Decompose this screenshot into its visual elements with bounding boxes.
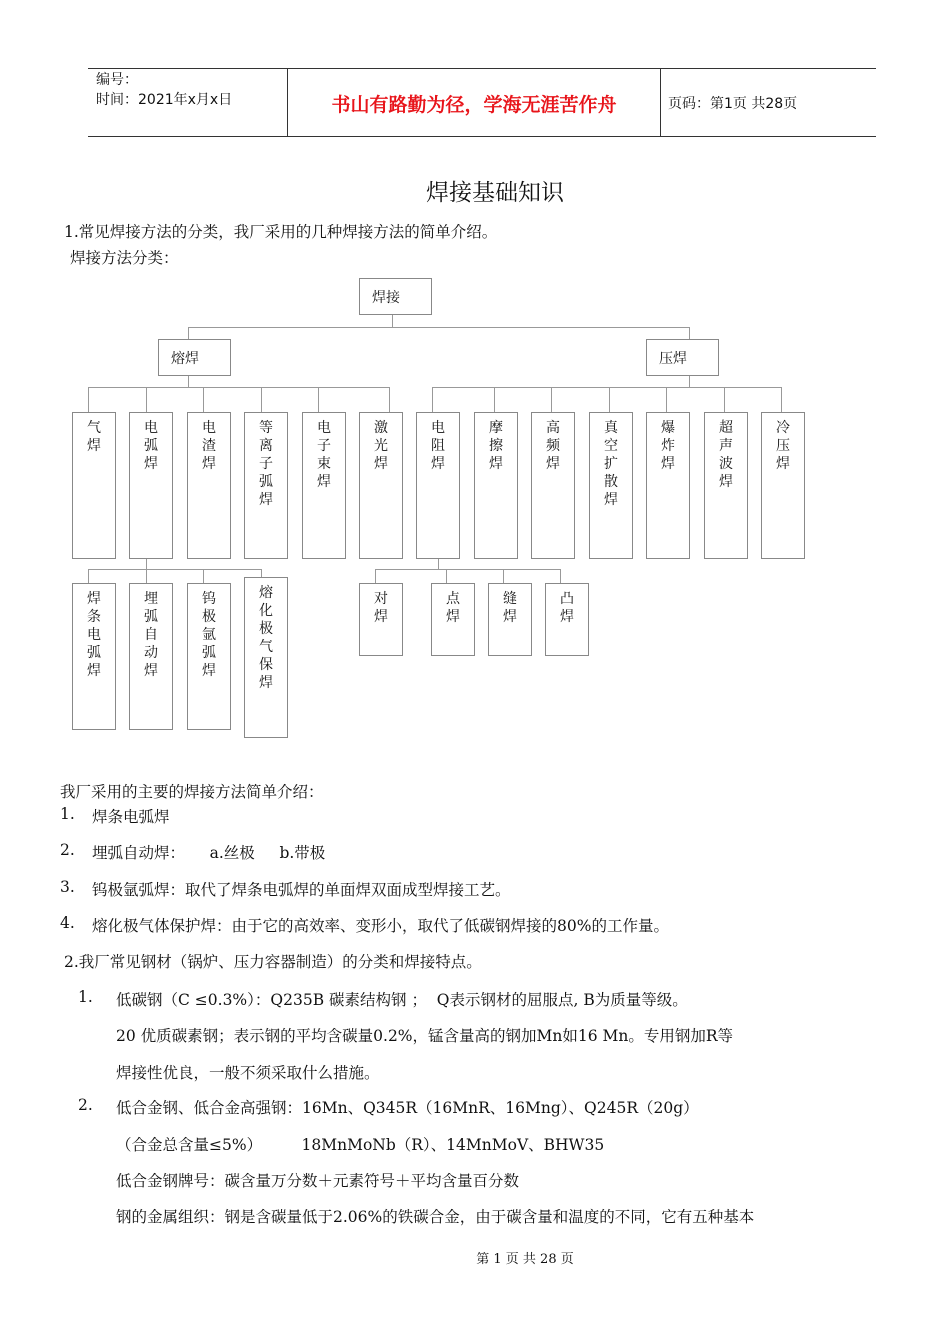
diagram-connector	[432, 387, 433, 412]
diagram-connector	[560, 569, 561, 583]
diagram-node-seam-welding	[488, 583, 532, 656]
diagram-connector	[88, 387, 390, 388]
diagram-connector	[146, 569, 147, 583]
method-item-text: 熔化极气体保护焊：由于它的高效率、变形小，取代了低碳钢焊接的80%的工作量。	[92, 917, 669, 935]
diagram-pressure-label: 压焊	[659, 350, 687, 367]
diagram-connector	[446, 569, 447, 583]
diagram-pressure-box	[646, 339, 719, 376]
diagram-connector	[494, 387, 495, 412]
steel-item1-line1: 低碳钢（C ≤0.3%）：Q235B 碳素结构钢 ； Q表示钢材的屈服点, B为质量等级。	[116, 991, 688, 1009]
diagram-connector	[188, 376, 189, 387]
methods-intro: 我厂采用的主要的焊接方法简单介绍：	[60, 783, 324, 801]
method-item-num: 1.	[60, 805, 75, 823]
diagram-node-label: 真空扩散焊	[604, 420, 618, 508]
diagram-node-label: 电弧焊	[144, 420, 158, 472]
diagram-node-smaw	[72, 583, 116, 730]
section1-heading: 1.常见焊接方法的分类，我厂采用的几种焊接方法的简单介绍。	[64, 223, 498, 241]
page-footer: 第 1 页 共 28 页	[476, 1252, 574, 1267]
diagram-node-laser-welding	[359, 412, 403, 559]
diagram-fusion-box	[158, 339, 231, 376]
steel-item1-line3: 焊接性优良，一般不须采取什么措施。	[116, 1064, 380, 1082]
diagram-node-label: 点焊	[446, 591, 460, 625]
diagram-connector	[146, 559, 147, 569]
diagram-node-label: 钨极氩弧焊	[202, 591, 216, 679]
diagram-connector	[689, 327, 690, 339]
header-motto: 书山有路勤为径，学海无涯苦作舟	[331, 93, 617, 116]
diagram-connector	[392, 315, 393, 327]
diagram-connector	[375, 569, 561, 570]
diagram-node-label: 爆炸焊	[661, 420, 675, 472]
diagram-node-label: 焊条电弧焊	[87, 591, 101, 679]
diagram-connector	[666, 387, 667, 412]
diagram-node-label: 埋弧自动焊	[144, 591, 158, 679]
diagram-node-gas-welding	[72, 412, 116, 559]
diagram-connector	[551, 387, 552, 412]
diagram-node-friction-welding	[474, 412, 518, 559]
diagram-connector	[689, 376, 690, 387]
diagram-node-label: 电子束焊	[317, 420, 331, 490]
diagram-connector	[146, 387, 147, 412]
diagram-node-butt-welding	[359, 583, 403, 656]
diagram-connector	[203, 387, 204, 412]
diagram-connector	[609, 387, 610, 412]
diagram-node-label: 气焊	[87, 420, 101, 454]
diagram-connector	[188, 327, 189, 339]
header-info	[96, 70, 232, 110]
diagram-root-box	[359, 278, 432, 315]
header-divider-right	[660, 68, 661, 136]
diagram-connector	[188, 327, 690, 328]
method-item-text: 埋弧自动焊： a.丝极 b.带极	[92, 844, 326, 862]
diagram-connector	[724, 387, 725, 412]
diagram-connector	[389, 387, 390, 412]
diagram-connector	[432, 387, 782, 388]
header-page-info: 页码：第1页 共28页	[668, 96, 798, 112]
diagram-connector	[261, 569, 262, 577]
diagram-node-cold-pressure-welding	[761, 412, 805, 559]
diagram-node-electron-beam-welding	[302, 412, 346, 559]
header-bottom-border	[88, 136, 876, 137]
diagram-node-label: 缝焊	[503, 591, 517, 625]
diagram-node-vacuum-diffusion-welding	[589, 412, 633, 559]
diagram-node-high-frequency-welding	[531, 412, 575, 559]
diagram-node-label: 冷压焊	[776, 420, 790, 472]
diagram-fusion-label: 熔焊	[171, 350, 199, 367]
diagram-connector	[503, 569, 504, 583]
method-item-num: 4.	[60, 914, 75, 932]
diagram-connector	[203, 569, 204, 583]
diagram-connector	[261, 387, 262, 412]
page-title: 焊接基础知识	[426, 180, 564, 206]
header-time-label: 时间：2021年x月x日	[96, 92, 233, 108]
header-top-border	[88, 68, 876, 69]
diagram-node-plasma-arc-welding	[244, 412, 288, 559]
steel-item2-line3: 低合金钢牌号：碳含量万分数＋元素符号＋平均含量百分数	[116, 1172, 520, 1190]
diagram-node-label: 超声波焊	[719, 420, 733, 490]
method-item-num: 3.	[60, 878, 75, 896]
diagram-connector	[438, 559, 439, 569]
diagram-node-ultrasonic-welding	[704, 412, 748, 559]
diagram-connector	[88, 569, 89, 583]
diagram-connector	[781, 387, 782, 412]
steel-item2-line4: 钢的金属组织：钢是含碳量低于2.06%的铁碳合金，由于碳含量和温度的不同，它有五种基本	[116, 1208, 755, 1226]
diagram-node-label: 电渣焊	[202, 420, 216, 472]
diagram-node-resistance-welding	[416, 412, 460, 559]
diagram-root-label: 焊接	[372, 289, 400, 306]
diagram-node-label: 熔化极气保焊	[259, 585, 273, 691]
steel-item-num: 2.	[78, 1096, 93, 1114]
diagram-node-gmaw	[244, 577, 288, 738]
diagram-node-label: 对焊	[374, 591, 388, 625]
section2-heading: 2.我厂常见钢材（锅炉、压力容器制造）的分类和焊接特点。	[64, 953, 482, 971]
diagram-node-label: 摩擦焊	[489, 420, 503, 472]
diagram-node-label: 电阻焊	[431, 420, 445, 472]
steel-item2-line2: （合金总含量≤5%） 18MnMoNb（R）、14MnMoV、BHW35	[116, 1136, 605, 1154]
diagram-connector	[88, 569, 262, 570]
diagram-connector	[318, 387, 319, 412]
method-item-num: 2.	[60, 841, 75, 859]
diagram-node-label: 等离子弧焊	[259, 420, 273, 508]
diagram-node-spot-welding	[431, 583, 475, 656]
method-item-text: 焊条电弧焊	[92, 808, 170, 826]
diagram-connector	[88, 387, 89, 412]
diagram-connector	[375, 569, 376, 583]
diagram-node-explosion-welding	[646, 412, 690, 559]
diagram-node-label: 高频焊	[546, 420, 560, 472]
diagram-node-gtaw	[187, 583, 231, 730]
diagram-node-electroslag-welding	[187, 412, 231, 559]
steel-item2-line1: 低合金钢、低合金高强钢：16Mn、Q345R（16MnR、16Mng）、Q245R（20g）	[116, 1099, 699, 1117]
steel-item1-line2: 20 优质碳素钢；表示钢的平均含碳量0.2%，锰含量高的钢加Mn如16 Mn。专用钢加R等	[116, 1027, 734, 1045]
diagram-node-saw	[129, 583, 173, 730]
section1-subheading: 焊接方法分类：	[70, 249, 179, 267]
method-item-text: 钨极氩弧焊：取代了焊条电弧焊的单面焊双面成型焊接工艺。	[92, 881, 511, 899]
diagram-node-label: 激光焊	[374, 420, 388, 472]
header-number-label: 编号：	[96, 72, 138, 88]
diagram-node-label: 凸焊	[560, 591, 574, 625]
diagram-node-projection-welding	[545, 583, 589, 656]
diagram-node-arc-welding	[129, 412, 173, 559]
steel-item-num: 1.	[78, 988, 93, 1006]
